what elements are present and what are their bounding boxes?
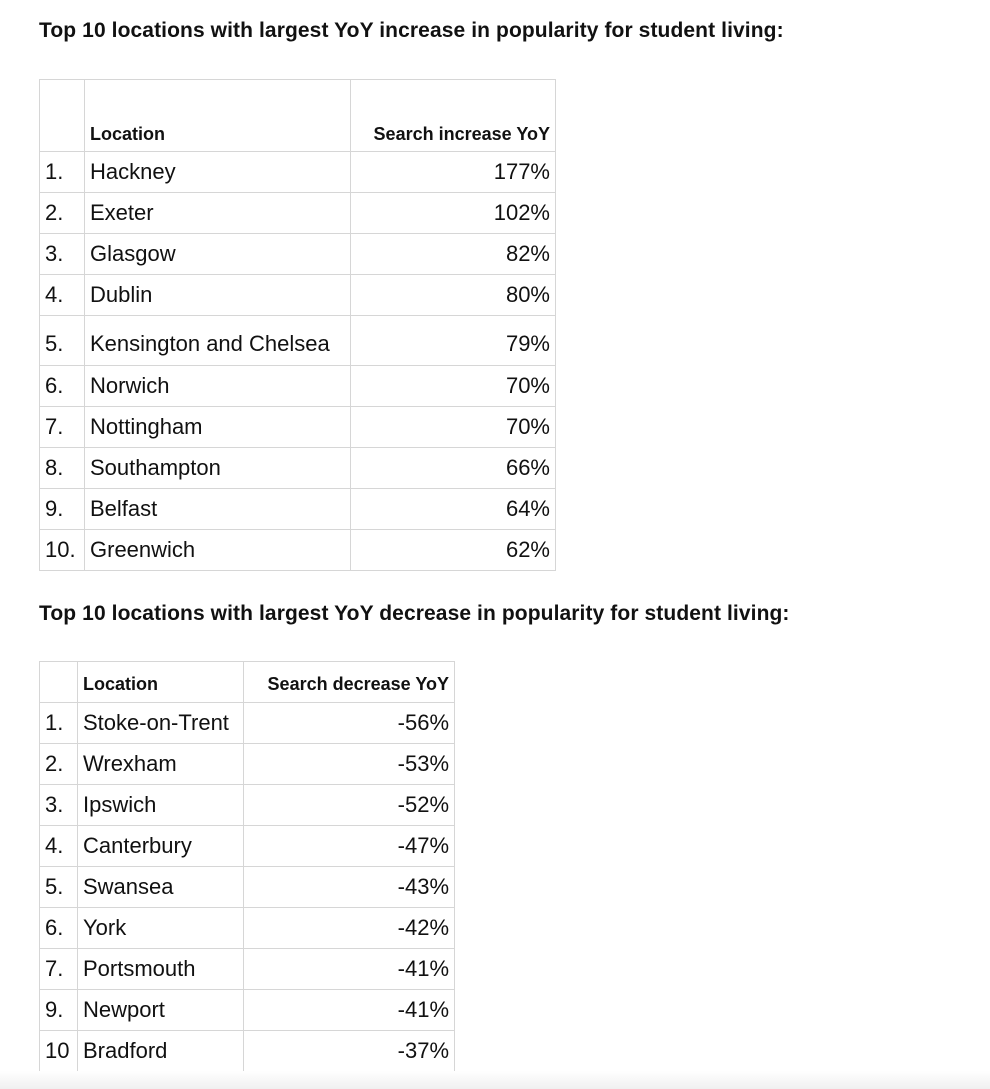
location-cell: Glasgow — [85, 234, 351, 275]
rank-cell: 9. — [40, 990, 78, 1031]
rank-column-header — [40, 80, 85, 152]
rank-cell: 5. — [40, 867, 78, 908]
table-header-row — [40, 662, 455, 703]
rank-cell: 5. — [40, 316, 85, 366]
table-row — [40, 530, 556, 571]
rank-cell: 6. — [40, 908, 78, 949]
rank-cell: 1. — [40, 152, 85, 193]
rank-cell: 10 — [40, 1031, 78, 1072]
value-cell: 82% — [351, 234, 556, 275]
rank-column-header — [40, 662, 78, 703]
rank-cell: 4. — [40, 275, 85, 316]
value-cell: -42% — [244, 908, 455, 949]
location-cell: Nottingham — [85, 407, 351, 448]
location-cell: Swansea — [78, 867, 244, 908]
value-cell: 80% — [351, 275, 556, 316]
location-cell: Exeter — [85, 193, 351, 234]
location-column-header: Location — [85, 80, 351, 152]
table-row — [40, 908, 455, 949]
value-cell: -53% — [244, 744, 455, 785]
location-cell: Stoke-on-Trent — [78, 703, 244, 744]
table-row — [40, 785, 455, 826]
value-cell: -37% — [244, 1031, 455, 1072]
location-column-header: Location — [78, 662, 244, 703]
table-row — [40, 703, 455, 744]
rank-cell: 7. — [40, 407, 85, 448]
location-cell: Greenwich — [85, 530, 351, 571]
table-row — [40, 1031, 455, 1072]
rank-cell: 1. — [40, 703, 78, 744]
value-cell: 79% — [351, 316, 556, 366]
table-header-row — [40, 80, 556, 152]
table-row — [40, 949, 455, 990]
location-cell: Kensington and Chelsea — [85, 316, 351, 366]
rank-cell: 4. — [40, 826, 78, 867]
value-cell: 70% — [351, 407, 556, 448]
rank-cell: 10. — [40, 530, 85, 571]
location-cell: Belfast — [85, 489, 351, 530]
table-row — [40, 234, 556, 275]
location-cell: Ipswich — [78, 785, 244, 826]
location-cell: York — [78, 908, 244, 949]
table-row — [40, 489, 556, 530]
rank-cell: 6. — [40, 366, 85, 407]
value-cell: 102% — [351, 193, 556, 234]
location-cell: Portsmouth — [78, 949, 244, 990]
table-row — [40, 448, 556, 489]
table-row — [40, 407, 556, 448]
value-cell: 62% — [351, 530, 556, 571]
location-cell: Dublin — [85, 275, 351, 316]
rank-cell: 7. — [40, 949, 78, 990]
value-cell: -41% — [244, 990, 455, 1031]
value-cell: -43% — [244, 867, 455, 908]
increase-table — [39, 79, 556, 571]
location-cell: Bradford — [78, 1031, 244, 1072]
page-bottom-edge — [0, 1071, 990, 1089]
rank-cell: 9. — [40, 489, 85, 530]
table-row — [40, 193, 556, 234]
value-cell: 70% — [351, 366, 556, 407]
table-row — [40, 152, 556, 193]
location-cell: Southampton — [85, 448, 351, 489]
increase-heading: Top 10 locations with largest YoY increase in popularity for student living: — [39, 19, 784, 42]
table-row — [40, 366, 556, 407]
location-cell: Norwich — [85, 366, 351, 407]
rank-cell: 8. — [40, 448, 85, 489]
value-cell: -56% — [244, 703, 455, 744]
table-row — [40, 316, 556, 366]
table-row — [40, 990, 455, 1031]
value-cell: 66% — [351, 448, 556, 489]
table-row — [40, 867, 455, 908]
value-cell: -41% — [244, 949, 455, 990]
decrease-table — [39, 661, 455, 1072]
value-cell: -52% — [244, 785, 455, 826]
search-decrease-column-header: Search decrease YoY — [244, 662, 455, 703]
decrease-heading: Top 10 locations with largest YoY decrease in popularity for student living: — [39, 602, 790, 625]
value-cell: 177% — [351, 152, 556, 193]
location-cell: Wrexham — [78, 744, 244, 785]
rank-cell: 3. — [40, 785, 78, 826]
rank-cell: 3. — [40, 234, 85, 275]
table-row — [40, 275, 556, 316]
value-cell: 64% — [351, 489, 556, 530]
location-cell: Newport — [78, 990, 244, 1031]
table-row — [40, 826, 455, 867]
value-cell: -47% — [244, 826, 455, 867]
search-increase-column-header: Search increase YoY — [351, 80, 556, 152]
rank-cell: 2. — [40, 744, 78, 785]
rank-cell: 2. — [40, 193, 85, 234]
location-cell: Canterbury — [78, 826, 244, 867]
location-cell: Hackney — [85, 152, 351, 193]
table-row — [40, 744, 455, 785]
